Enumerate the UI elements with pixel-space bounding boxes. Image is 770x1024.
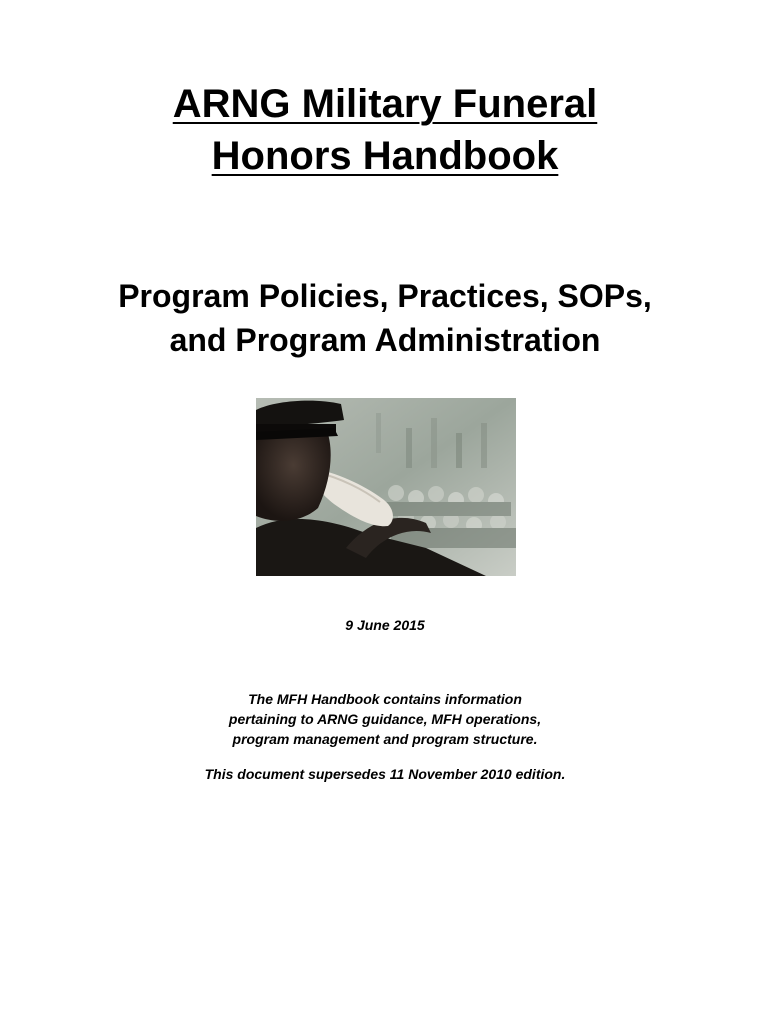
subtitle-line-2: and Program Administration [169, 322, 601, 358]
description-line-3: program management and program structure. [232, 731, 538, 747]
document-title [0, 78, 770, 182]
description-line-2: pertaining to ARNG guidance, MFH operations, [228, 711, 542, 727]
publication-date: 9 June 2015 [345, 617, 425, 633]
handbook-description [0, 689, 770, 749]
saluting-soldier-photo [256, 398, 516, 576]
title-line-2: Honors Handbook [211, 134, 559, 178]
description-line-1: The MFH Handbook contains information [248, 691, 522, 707]
title-line-1: ARNG Military Funeral [172, 82, 598, 126]
subtitle-line-1: Program Policies, Practices, SOPs, [118, 278, 652, 314]
supersedes-notice: This document supersedes 11 November 2010 edition. [204, 766, 566, 782]
document-subtitle [0, 274, 770, 362]
